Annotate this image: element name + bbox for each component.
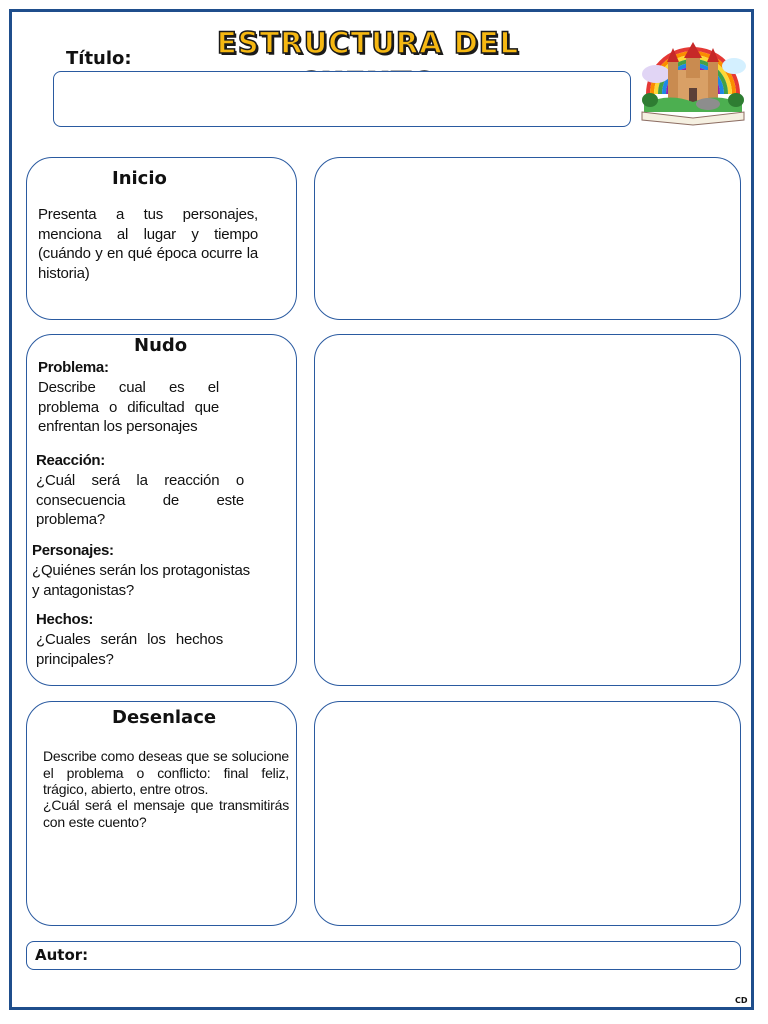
hechos-text: ¿Cuales serán los hechos principales?: [36, 631, 223, 668]
inicio-heading: Inicio: [112, 168, 167, 189]
inicio-text: Presenta a tus personajes, menciona al lugar y tiempo (cuándo y en qué época ocurre la historia): [38, 206, 258, 282]
desenlace-answer-box[interactable]: [314, 701, 741, 926]
author-field[interactable]: [26, 941, 741, 970]
page-mark: CD: [735, 996, 748, 1005]
desenlace-message-text: ¿Cuál será el mensaje que transmitirás con este cuento?: [43, 797, 289, 830]
problema-text: Describe cual es el problema o dificultad que enfrentan los personajes: [38, 379, 219, 435]
title-label: Título:: [66, 48, 132, 69]
inicio-answer-box[interactable]: [314, 157, 741, 320]
personajes-label: Personajes:: [32, 542, 114, 559]
desenlace-text: Describe como deseas que se solucione el problema o conflicto: final feliz, trágico, abierto, entre otros.: [43, 748, 289, 797]
desenlace-heading: Desenlace: [112, 707, 217, 728]
title-field[interactable]: [53, 71, 631, 127]
personajes-text: ¿Quiénes serán los protagonistas y antagonistas?: [32, 562, 250, 599]
castle-illustration: [638, 34, 748, 126]
reaccion-label: Reacción:: [36, 452, 105, 469]
nudo-heading: Nudo: [134, 335, 188, 356]
page-title-banner: ESTRUCTURA DEL: [216, 26, 520, 60]
problema-label: Problema:: [38, 359, 109, 376]
nudo-answer-box[interactable]: [314, 334, 741, 686]
hechos-label: Hechos:: [36, 611, 94, 628]
reaccion-text: ¿Cuál será la reacción o consecuencia de este problema?: [36, 472, 244, 528]
author-label: Autor:: [35, 946, 89, 964]
